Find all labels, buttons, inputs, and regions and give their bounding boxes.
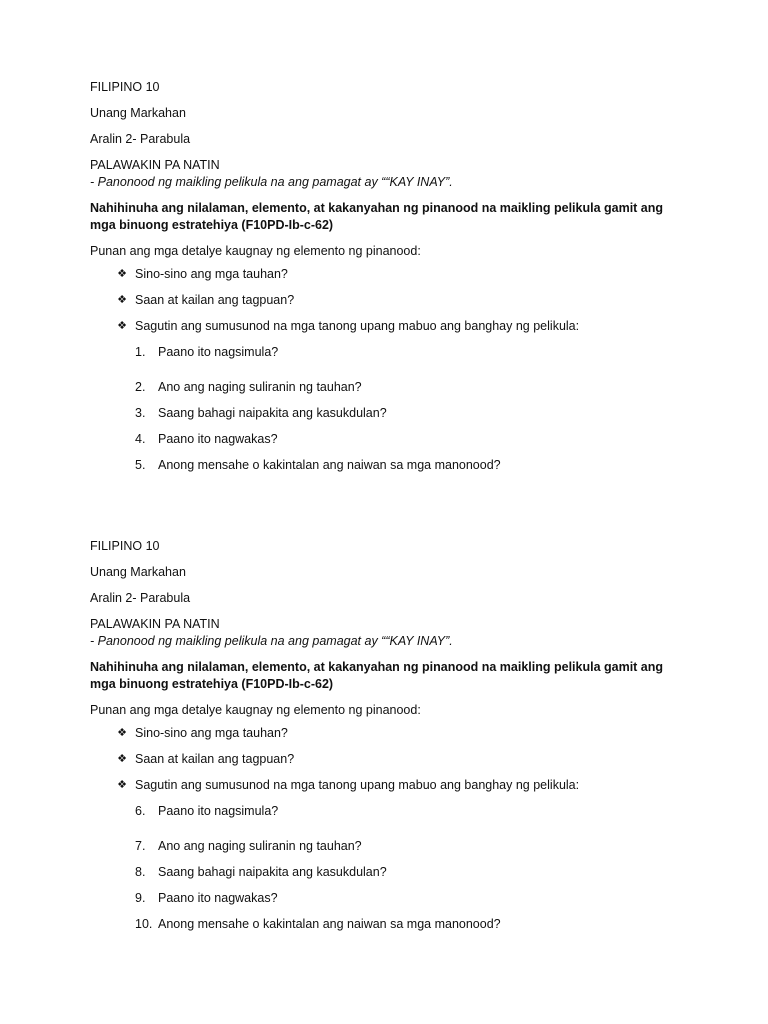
diamond-bullet-icon: ❖ [117,727,127,739]
bullet-list [90,725,690,794]
activity-title: PALAWAKIN PA NATIN [90,158,220,172]
diamond-bullet-icon: ❖ [117,294,127,306]
question-number: 6. [135,804,146,818]
question-text: Paano ito nagsimula? [158,804,279,818]
question-item [90,838,690,855]
question-text: Paano ito nagwakas? [158,432,278,446]
question-item [90,457,690,474]
competency-text: Nahihinuha ang nilalaman, elemento, at kakanyahan ng pinanood na maikling pelikula gamit ang mga binuong estratehiya (F10PD-Ib-c-62) [90,201,664,232]
question-text: Paano ito nagwakas? [158,891,278,905]
list-item [90,318,690,335]
question-text: Ano ang naging suliranin ng tauhan? [158,839,362,853]
bullet-text: Sino-sino ang mga tauhan? [135,267,288,281]
competency-text: Nahihinuha ang nilalaman, elemento, at kakanyahan ng pinanood na maikling pelikula gamit ang mga binuong estratehiya (F10PD-Ib-c-62) [90,660,664,691]
question-item [90,803,690,820]
question-number: 5. [135,458,146,472]
activity-description: - Panonood ng maikling pelikula na ang pamagat ay ““KAY INAY”. [90,634,453,648]
instruction-text: Punan ang mga detalye kaugnay ng elemento ng pinanood: [90,244,421,258]
question-text: Anong mensahe o kakintalan ang naiwan sa mga manonood? [158,458,501,472]
lesson-heading: Aralin 2- Parabula [90,132,191,146]
list-item [90,777,690,794]
question-item [90,405,690,422]
question-item [90,379,690,396]
quarter-heading: Unang Markahan [90,106,186,120]
worksheet-section-2 [90,538,690,933]
question-number: 8. [135,865,146,879]
worksheet-section-1 [90,79,690,474]
question-text: Paano ito nagsimula? [158,345,279,359]
subject-heading: FILIPINO 10 [90,80,160,94]
question-item [90,344,690,361]
question-item [90,916,690,933]
question-number: 9. [135,891,146,905]
list-item [90,266,690,283]
question-number: 4. [135,432,146,446]
diamond-bullet-icon: ❖ [117,320,127,332]
bullet-text: Sino-sino ang mga tauhan? [135,726,288,740]
bullet-text: Sagutin ang sumusunod na mga tanong upang mabuo ang banghay ng pelikula: [135,319,580,333]
diamond-bullet-icon: ❖ [117,753,127,765]
question-number: 3. [135,406,146,420]
bullet-text: Saan at kailan ang tagpuan? [135,752,295,766]
question-item [90,431,690,448]
list-item [90,751,690,768]
question-text: Ano ang naging suliranin ng tauhan? [158,380,362,394]
question-item [90,890,690,907]
diamond-bullet-icon: ❖ [117,779,127,791]
instruction-text: Punan ang mga detalye kaugnay ng elemento ng pinanood: [90,703,421,717]
bullet-text: Saan at kailan ang tagpuan? [135,293,295,307]
question-text: Anong mensahe o kakintalan ang naiwan sa mga manonood? [158,917,501,931]
question-list [90,803,690,933]
activity-description: - Panonood ng maikling pelikula na ang pamagat ay ““KAY INAY”. [90,175,453,189]
bullet-list [90,266,690,335]
question-number: 10. [135,917,153,931]
diamond-bullet-icon: ❖ [117,268,127,280]
question-number: 2. [135,380,146,394]
question-list [90,344,690,474]
question-text: Saang bahagi naipakita ang kasukdulan? [158,865,387,879]
question-item [90,864,690,881]
bullet-text: Sagutin ang sumusunod na mga tanong upang mabuo ang banghay ng pelikula: [135,778,580,792]
list-item [90,292,690,309]
question-number: 1. [135,345,146,359]
subject-heading: FILIPINO 10 [90,539,160,553]
lesson-heading: Aralin 2- Parabula [90,591,191,605]
quarter-heading: Unang Markahan [90,565,186,579]
activity-title: PALAWAKIN PA NATIN [90,617,220,631]
question-text: Saang bahagi naipakita ang kasukdulan? [158,406,387,420]
question-number: 7. [135,839,146,853]
list-item [90,725,690,742]
